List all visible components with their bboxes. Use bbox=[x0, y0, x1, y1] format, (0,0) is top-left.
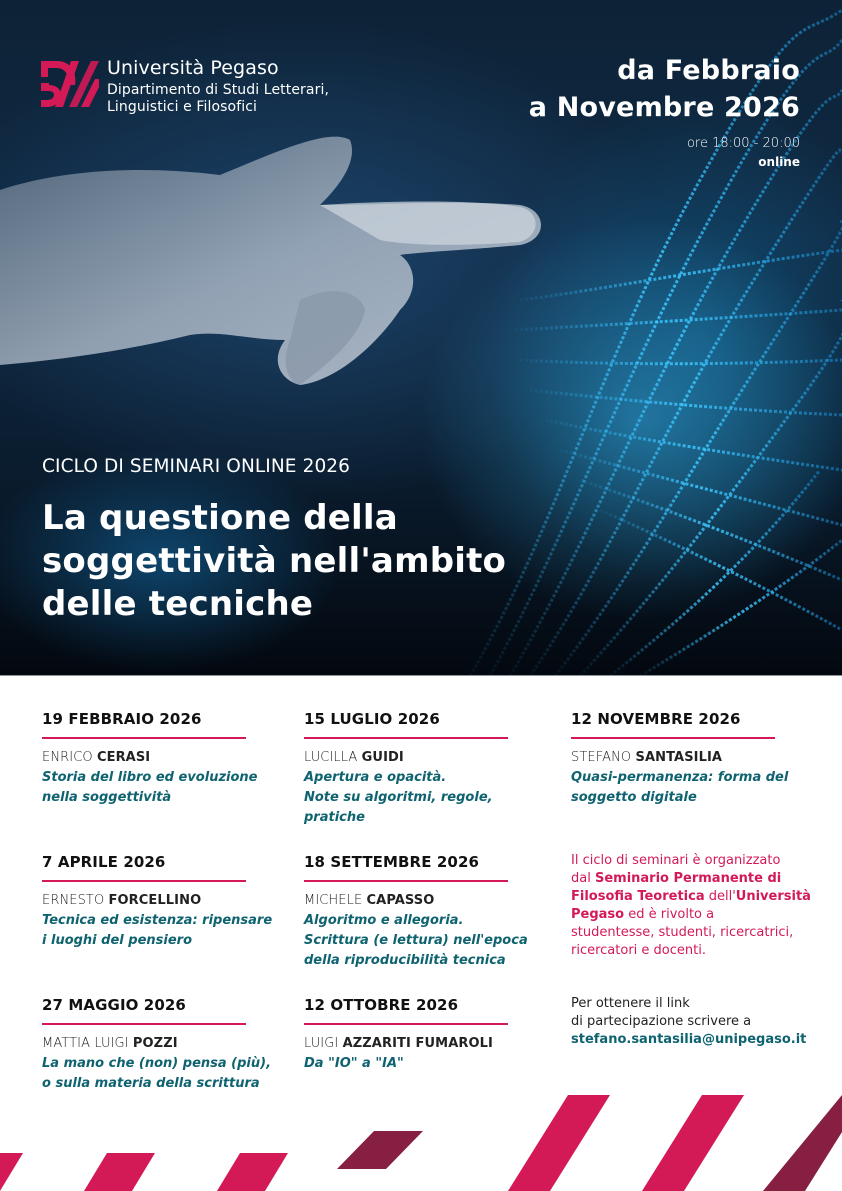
info-text: Il ciclo di seminari è organizzato bbox=[571, 853, 781, 868]
organizer-name: Seminario Permanente di bbox=[594, 871, 782, 886]
date-underline bbox=[304, 737, 508, 739]
date-underline bbox=[42, 880, 246, 882]
series-label: CICLO DI SEMINARI ONLINE 2026 bbox=[42, 456, 351, 477]
date-underline bbox=[304, 880, 508, 882]
talk-title bbox=[42, 768, 282, 808]
contact-email-link[interactable]: stefano.santasilia@unipegaso.it bbox=[571, 1032, 807, 1047]
department-name-line-1: Dipartimento di Studi Letterari, bbox=[107, 82, 329, 98]
speaker-last-name: CERASI bbox=[96, 750, 151, 765]
talk-title-line: Quasi-permanenza: forma del bbox=[571, 770, 789, 785]
talk-title bbox=[304, 911, 544, 971]
event-date: 12 NOVEMBRE 2026 bbox=[571, 710, 741, 728]
talk-title-line: pratiche bbox=[304, 810, 365, 825]
event-card bbox=[304, 710, 544, 828]
event-mode: online bbox=[758, 155, 800, 169]
stripe bbox=[0, 1153, 23, 1191]
main-title-line: soggettività nell'ambito bbox=[42, 541, 507, 581]
talk-title-line: Storia del libro ed evoluzione bbox=[42, 770, 258, 785]
speaker-last-name: CAPASSO bbox=[366, 893, 435, 908]
event-card bbox=[42, 853, 282, 951]
hero-divider bbox=[0, 675, 842, 676]
talk-title-line: Apertura e opacità. bbox=[304, 770, 447, 785]
speaker-last-name: POZZI bbox=[132, 1036, 178, 1051]
event-date: 7 APRILE 2026 bbox=[42, 853, 166, 871]
event-date: 27 MAGGIO 2026 bbox=[42, 996, 186, 1014]
main-title-line: delle tecniche bbox=[42, 584, 314, 624]
event-card bbox=[42, 710, 282, 808]
speaker-name bbox=[42, 893, 282, 908]
department-name-line-2: Linguistici e Filosofici bbox=[107, 99, 258, 115]
main-title-line: La questione della bbox=[42, 498, 398, 538]
speaker-first-name: STEFANO bbox=[571, 750, 632, 765]
date-underline bbox=[42, 1023, 246, 1025]
talk-title bbox=[42, 1054, 282, 1094]
event-card bbox=[571, 710, 811, 808]
speaker-last-name: SANTASILIA bbox=[635, 750, 723, 765]
talk-title-line: i luoghi del pensiero bbox=[42, 933, 193, 948]
event-card bbox=[42, 996, 282, 1094]
talk-title bbox=[304, 1054, 544, 1074]
stripe bbox=[217, 1153, 288, 1191]
main-title bbox=[42, 497, 506, 626]
event-card bbox=[304, 853, 544, 971]
talk-title-line: Tecnica ed esistenza: ripensare bbox=[42, 913, 273, 928]
university-name-inline: Università bbox=[735, 889, 811, 904]
info-text: ed è rivolto a bbox=[624, 907, 715, 922]
stripe bbox=[508, 1095, 610, 1191]
organizer-name: Filosofia Teoretica bbox=[571, 889, 705, 904]
organizer-info bbox=[571, 852, 821, 960]
speaker-first-name: ENRICO bbox=[42, 750, 93, 765]
contact-text: di partecipazione scrivere a bbox=[571, 1014, 752, 1029]
talk-title bbox=[304, 768, 544, 828]
speaker-first-name: MATTIA LUIGI bbox=[42, 1036, 129, 1051]
speaker-name bbox=[571, 750, 811, 765]
date-underline bbox=[304, 1023, 508, 1025]
speaker-last-name: GUIDI bbox=[361, 750, 404, 765]
event-date: 18 SETTEMBRE 2026 bbox=[304, 853, 480, 871]
info-text: ricercatori e docenti. bbox=[571, 943, 706, 958]
stripe bbox=[642, 1095, 744, 1191]
info-text: studentesse, studenti, ricercatrici, bbox=[571, 925, 794, 940]
talk-title-line: nella soggettività bbox=[42, 790, 172, 805]
speaker-last-name: AZZARITI FUMAROLI bbox=[342, 1036, 493, 1051]
speaker-last-name: FORCELLINO bbox=[108, 893, 202, 908]
speaker-name bbox=[304, 750, 544, 765]
speaker-first-name: LUIGI bbox=[304, 1036, 339, 1051]
date-underline bbox=[571, 737, 775, 739]
speaker-first-name: ERNESTO bbox=[42, 893, 105, 908]
speaker-name bbox=[304, 1036, 544, 1051]
speaker-first-name: LUCILLA bbox=[304, 750, 358, 765]
dsl-logo-icon bbox=[41, 57, 99, 111]
talk-title-line: o sulla materia della scrittura bbox=[42, 1076, 260, 1091]
talk-title bbox=[42, 911, 282, 951]
speaker-name bbox=[42, 750, 282, 765]
talk-title-line: soggetto digitale bbox=[571, 790, 697, 805]
event-date: 19 FEBBRAIO 2026 bbox=[42, 710, 202, 728]
speaker-name bbox=[42, 1036, 282, 1051]
event-date: 12 OTTOBRE 2026 bbox=[304, 996, 459, 1014]
talk-title-line: Note su algoritmi, regole, bbox=[304, 790, 493, 805]
stripe bbox=[84, 1153, 155, 1191]
date-underline bbox=[42, 737, 246, 739]
university-name: Università Pegaso bbox=[107, 57, 279, 79]
talk-title-line: Da "IO" a "IA" bbox=[304, 1056, 404, 1071]
talk-title bbox=[571, 768, 811, 808]
talk-title-line: Algoritmo e allegoria. bbox=[304, 913, 464, 928]
event-date: 15 LUGLIO 2026 bbox=[304, 710, 440, 728]
contact-info bbox=[571, 995, 806, 1049]
stripe bbox=[763, 1095, 842, 1191]
period-end: a Novembre 2026 bbox=[528, 92, 800, 123]
event-time: ore 18:00 - 20:00 bbox=[686, 136, 800, 151]
info-text: dal bbox=[571, 871, 595, 886]
speaker-name bbox=[304, 893, 544, 908]
university-name-inline: Pegaso bbox=[571, 907, 625, 922]
speaker-first-name: MICHELE bbox=[304, 893, 363, 908]
talk-title-line: della riproducibilità tecnica bbox=[304, 953, 506, 968]
event-card bbox=[304, 996, 544, 1074]
talk-title-line: La mano che (non) pensa (più), bbox=[42, 1056, 272, 1071]
contact-text: Per ottenere il link bbox=[571, 996, 690, 1011]
info-text: dell' bbox=[704, 889, 736, 904]
stripe bbox=[337, 1131, 423, 1169]
decorative-stripes bbox=[0, 1090, 842, 1191]
period-start: da Febbraio bbox=[617, 55, 800, 86]
talk-title-line: Scrittura (e lettura) nell'epoca bbox=[304, 933, 528, 948]
